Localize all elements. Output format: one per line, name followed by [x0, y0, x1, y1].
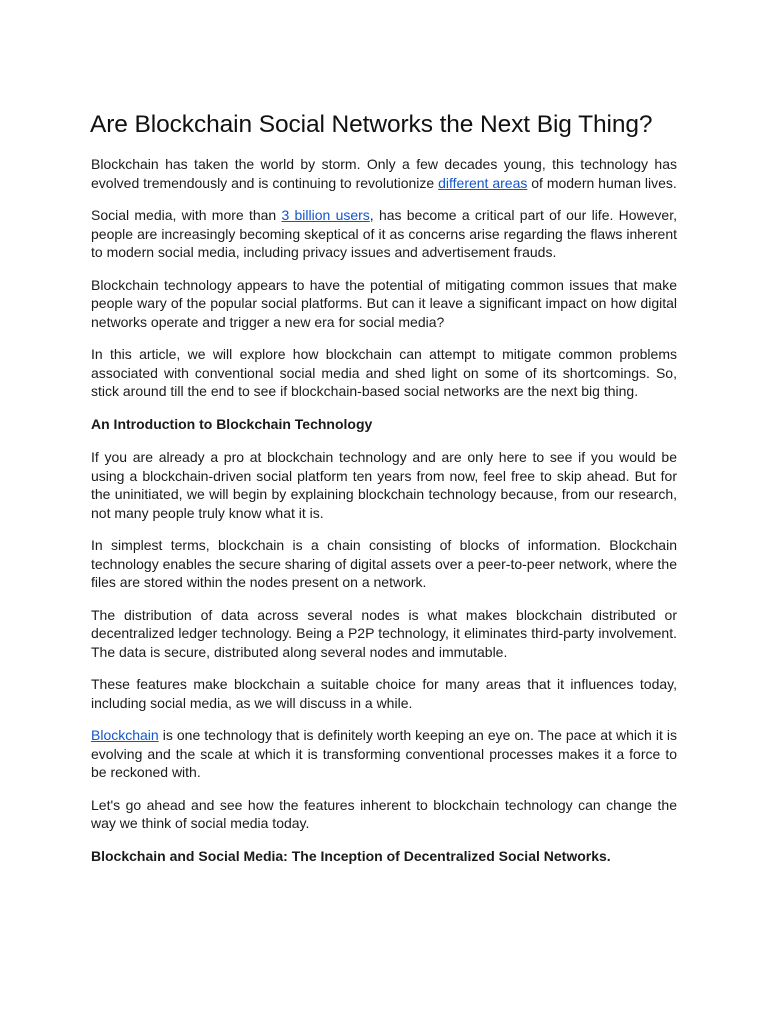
paragraph-social-media	[91, 206, 677, 262]
paragraph-potential: Blockchain technology appears to have the potential of mitigating common issues that make people wary of the popular social platforms. But can it leave a significant impact on how digital networks operate and trigger a new era for social media?	[91, 276, 677, 330]
document-title: Are Blockchain Social Networks the Next Big Thing?	[90, 111, 653, 138]
different-areas-link[interactable]: different areas	[438, 174, 528, 191]
paragraph-text: of modern human lives.	[527, 174, 677, 191]
paragraph-text: , has become a critical part of our life. However, people are increasingly becoming skeptical of it as concerns arise regarding the flaws inherent to modern social media, including privacy issues and advertisement frauds.	[91, 207, 677, 260]
paragraph-worth-watching	[91, 726, 677, 782]
paragraph-text: is one technology that is definitely worth keeping an eye on. The pace at which it is evolving and the scale at which it is transforming conventional processes makes it a force to be reckoned with.	[91, 727, 677, 780]
paragraph-go-ahead: Let's go ahead and see how the features inherent to blockchain technology can change the way we think of social media today.	[91, 796, 677, 831]
paragraph-distribution: The distribution of data across several nodes is what makes blockchain distributed or decentralized ledger technology. Being a P2P technology, it eliminates third-party involvement. The data is secure, distributed along several nodes and immutable.	[91, 606, 677, 660]
paragraph-article-overview: In this article, we will explore how blockchain can attempt to mitigate common problems associated with conventional social media and shed light on some of its shortcomings. So, stick around till the end to see if blockchain-based social networks are the next big thing.	[91, 346, 677, 399]
paragraph-text: Blockchain has taken the world by storm. Only a few decades young, this technology has evolved tremendously and is continuing to revolutionize	[91, 156, 677, 191]
section-heading-decentralized: Blockchain and Social Media: The Inception of Decentralized Social Networks.	[91, 847, 611, 864]
paragraph-intro	[91, 155, 677, 192]
paragraph-definition: In simplest terms, blockchain is a chain consisting of blocks of information. Blockchain technology enables the secure sharing of digital assets over a peer-to-peer network, where the files are stored within the nodes present on a network.	[91, 537, 678, 590]
section-heading-introduction: An Introduction to Blockchain Technology	[91, 415, 373, 432]
paragraph-skip-ahead: If you are already a pro at blockchain technology and are only here to see if you would be using a blockchain-driven social platform ten years from now, feel free to skip ahead. But for the uninitiated, we will begin by explaining blockchain technology because, from our research, not many people truly know what it is.	[91, 449, 677, 521]
billion-users-link[interactable]: 3 billion users	[281, 207, 370, 223]
blockchain-link[interactable]: Blockchain	[91, 727, 159, 743]
paragraph-text: Social media, with more than	[91, 207, 282, 223]
paragraph-features: These features make blockchain a suitable choice for many areas that it influences today, including social media, as we will discuss in a while.	[91, 676, 677, 711]
